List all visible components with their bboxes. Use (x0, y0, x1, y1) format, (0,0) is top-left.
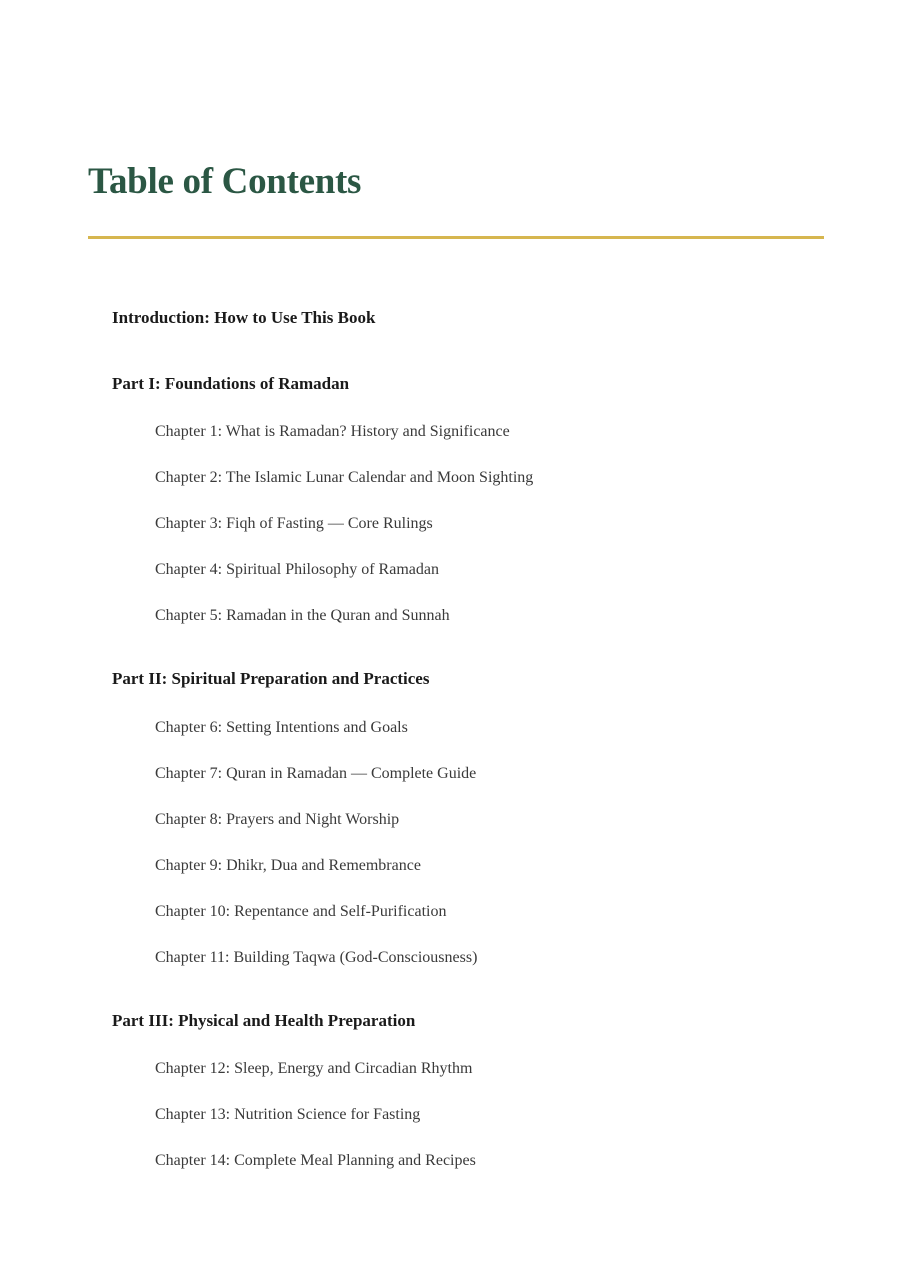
toc-chapter-3[interactable]: Chapter 3: Fiqh of Fasting — Core Rulings (155, 515, 433, 532)
toc-part-3[interactable]: Part III: Physical and Health Preparation (112, 1011, 416, 1030)
toc-chapter-14[interactable]: Chapter 14: Complete Meal Planning and Recipes (155, 1152, 476, 1169)
toc-chapter-5[interactable]: Chapter 5: Ramadan in the Quran and Sunnah (155, 607, 450, 624)
toc-chapter-13[interactable]: Chapter 13: Nutrition Science for Fasting (155, 1106, 421, 1123)
toc-chapter-8[interactable]: Chapter 8: Prayers and Night Worship (155, 811, 400, 828)
toc-chapter-9[interactable]: Chapter 9: Dhikr, Dua and Remembrance (155, 857, 421, 874)
toc-chapter-2[interactable]: Chapter 2: The Islamic Lunar Calendar and Moon Sighting (155, 469, 534, 486)
toc-chapter-10[interactable]: Chapter 10: Repentance and Self-Purification (155, 903, 447, 920)
toc-chapter-6[interactable]: Chapter 6: Setting Intentions and Goals (155, 719, 408, 736)
toc-chapter-11[interactable]: Chapter 11: Building Taqwa (God-Consciousness) (155, 949, 478, 966)
toc-entry-introduction[interactable]: Introduction: How to Use This Book (112, 308, 376, 327)
page-title: Table of Contents (88, 161, 362, 202)
title-divider (88, 236, 824, 239)
toc-chapter-1[interactable]: Chapter 1: What is Ramadan? History and Significance (155, 423, 510, 440)
toc-chapter-12[interactable]: Chapter 12: Sleep, Energy and Circadian Rhythm (155, 1060, 473, 1077)
toc-chapter-7[interactable]: Chapter 7: Quran in Ramadan — Complete Guide (155, 765, 477, 782)
toc-part-1[interactable]: Part I: Foundations of Ramadan (112, 374, 350, 393)
toc-part-2[interactable]: Part II: Spiritual Preparation and Practices (112, 669, 430, 688)
toc-chapter-4[interactable]: Chapter 4: Spiritual Philosophy of Ramadan (155, 561, 439, 578)
